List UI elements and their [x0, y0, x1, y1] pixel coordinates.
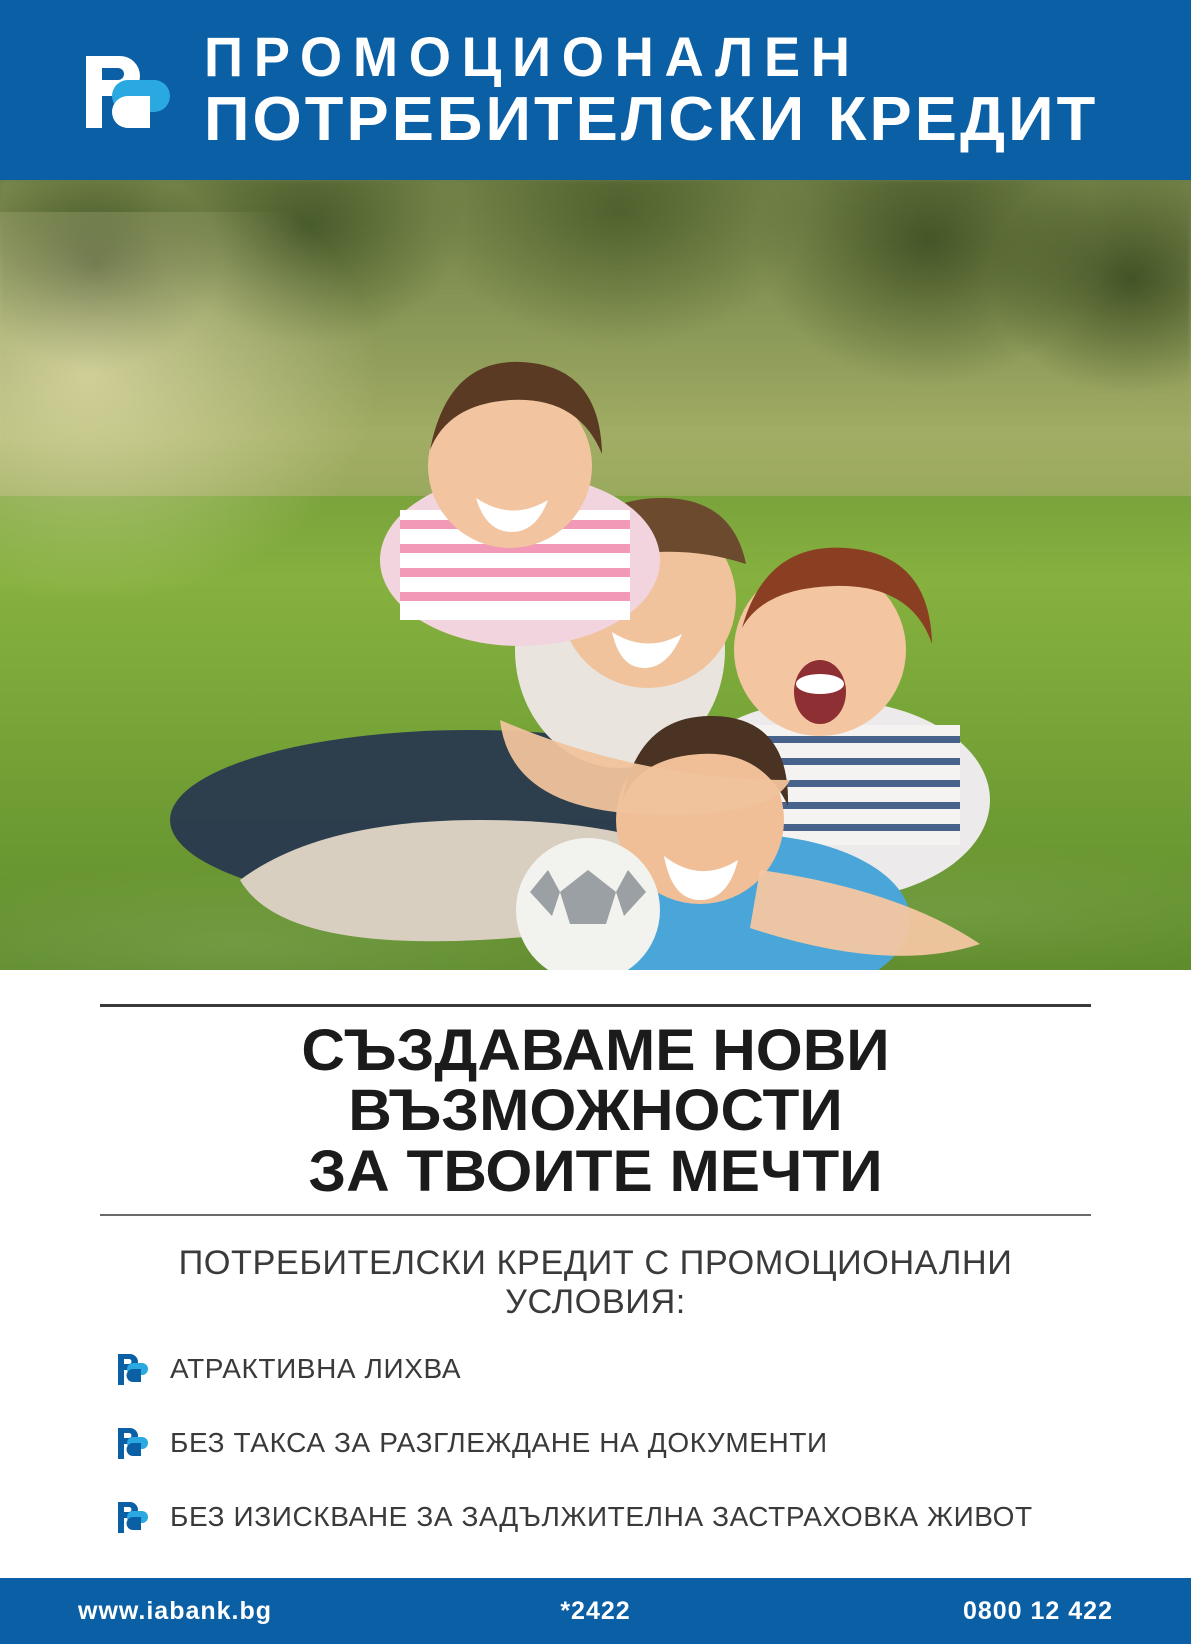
hero-photo — [0, 180, 1191, 970]
ia-bank-bullet-icon — [116, 1352, 150, 1386]
poster-header — [0, 0, 1191, 180]
header-line-1: ПРОМОЦИОНАЛЕН — [204, 25, 861, 89]
footer-website[interactable]: www.iabank.bg — [78, 1596, 273, 1625]
header-line-2: ПОТРЕБИТЕЛСКИ КРЕДИТ — [204, 84, 1099, 154]
poster-content — [0, 970, 1191, 1578]
list-item — [100, 1426, 1091, 1460]
footer-short-number[interactable]: *2422 — [560, 1596, 631, 1625]
benefits-list — [100, 1332, 1091, 1574]
list-item-label: АТРАКТИВНА ЛИХВА — [170, 1352, 462, 1384]
footer-phone[interactable]: 0800 12 422 — [962, 1596, 1113, 1625]
page-title — [80, 1007, 1111, 1214]
ia-bank-bullet-icon — [116, 1500, 150, 1534]
list-item — [100, 1352, 1091, 1386]
headline-line-2: ЗА ТВОИТЕ МЕЧТИ — [308, 1138, 883, 1204]
list-item-label: БЕЗ ИЗИСКВАНЕ ЗА ЗАДЪЛЖИТЕЛНА ЗАСТРАХОВКА ЖИВОТ — [170, 1500, 1033, 1532]
poster-footer — [0, 1578, 1191, 1644]
ia-bank-bullet-icon — [116, 1426, 150, 1460]
headline-line-1: СЪЗДАВАМЕ НОВИ ВЪЗМОЖНОСТИ — [301, 1018, 890, 1144]
ia-bank-logo-icon — [78, 46, 170, 138]
list-item-label: БЕЗ ТАКСА ЗА РАЗГЛЕЖДАНЕ НА ДОКУМЕНТИ — [170, 1426, 828, 1458]
header-title-block — [204, 25, 1099, 154]
list-item — [100, 1500, 1091, 1534]
subheadline: ПОТРЕБИТЕЛСКИ КРЕДИТ С ПРОМОЦИОНАЛНИ УСЛОВИЯ: — [178, 1243, 1013, 1321]
family-illustration — [0, 180, 1191, 970]
